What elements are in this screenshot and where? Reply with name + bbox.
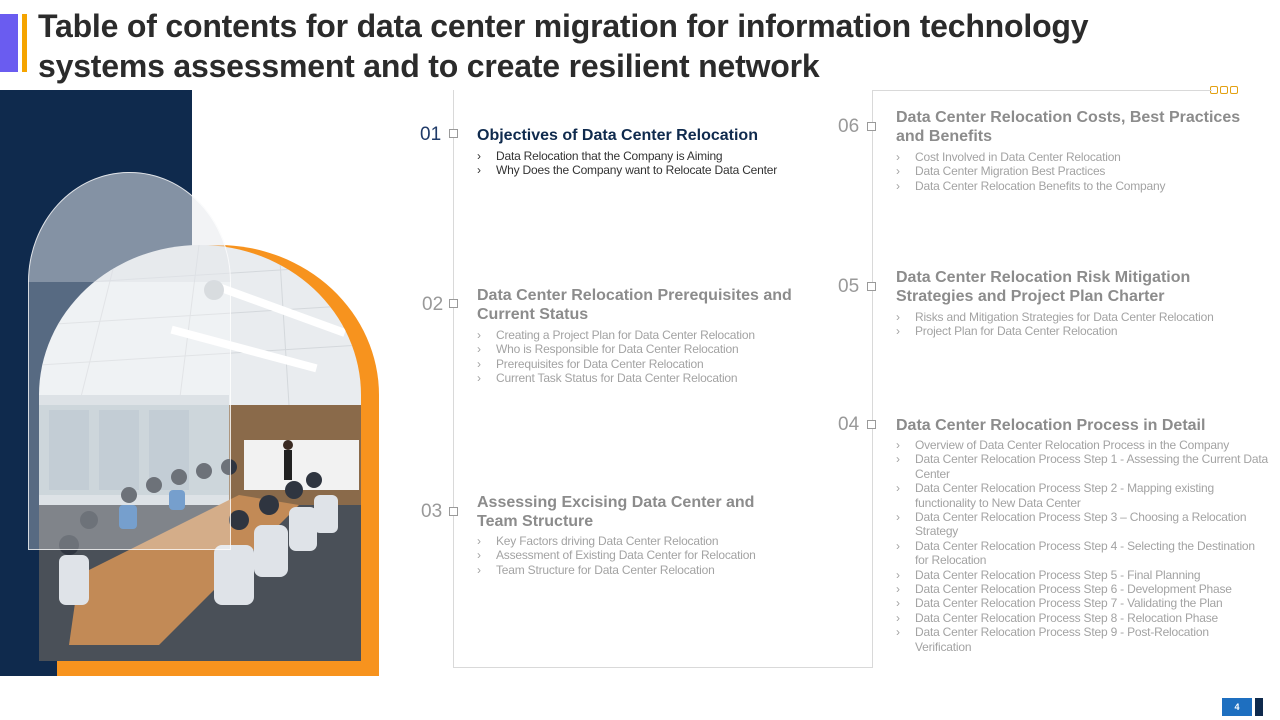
- frame-line-middle: [872, 90, 873, 668]
- section-items: [477, 328, 827, 386]
- frame-line-top-right: [872, 90, 1212, 91]
- list-item: › Data Center Relocation Process Step 3 – Choosing a Relocation Strategy: [896, 510, 1268, 539]
- list-item: › Team Structure for Data Center Relocation: [477, 563, 827, 577]
- section-items: [477, 149, 827, 178]
- square-marker-icon: [449, 507, 458, 516]
- section-title: Data Center Relocation Costs, Best Practices and Benefits: [896, 109, 1241, 145]
- list-item: › Assessment of Existing Data Center for Relocation: [477, 548, 827, 562]
- section-items: [896, 438, 1268, 654]
- square-marker-icon: [867, 122, 876, 131]
- section-number: 05: [838, 276, 860, 297]
- list-item: › Data Center Migration Best Practices: [896, 164, 1266, 178]
- section-number: 03: [421, 501, 443, 522]
- section-number: 06: [838, 116, 860, 137]
- square-marker-icon: [867, 420, 876, 429]
- section-number: 04: [838, 414, 860, 435]
- list-item: › Cost Involved in Data Center Relocation: [896, 150, 1266, 164]
- list-item: › Data Center Relocation Benefits to the Company: [896, 179, 1266, 193]
- section-items: [896, 310, 1266, 339]
- list-item: › Risks and Mitigation Strategies for Data Center Relocation: [896, 310, 1266, 324]
- list-item: › Data Relocation that the Company is Aiming: [477, 149, 827, 163]
- glass-arch-card: [28, 172, 231, 550]
- section-items: [896, 150, 1266, 193]
- dot-icon: [1220, 86, 1228, 94]
- decorative-dots: [1210, 86, 1238, 94]
- section-items: [477, 534, 827, 577]
- section-title: Assessing Excising Data Center and Team Structure: [477, 494, 755, 530]
- list-item: › Overview of Data Center Relocation Process in the Company: [896, 438, 1268, 452]
- square-marker-icon: [449, 129, 458, 138]
- page-number-bar: [1255, 698, 1263, 716]
- list-item: › Current Task Status for Data Center Relocation: [477, 371, 827, 385]
- frame-line-bottom: [453, 667, 873, 668]
- list-item: › Data Center Relocation Process Step 2 - Mapping existing functionality to New Data Center: [896, 481, 1268, 510]
- page-number-badge: 4: [1222, 698, 1252, 716]
- section-number: 02: [422, 294, 444, 315]
- section-title: Data Center Relocation Prerequisites and Current Status: [477, 287, 792, 323]
- list-item: › Creating a Project Plan for Data Center Relocation: [477, 328, 827, 342]
- list-item: › Data Center Relocation Process Step 1 - Assessing the Current Data Center: [896, 452, 1268, 481]
- list-item: › Data Center Relocation Process Step 6 - Development Phase: [896, 582, 1268, 596]
- section-number: 01: [420, 124, 442, 145]
- square-marker-icon: [449, 299, 458, 308]
- list-item: › Data Center Relocation Process Step 4 - Selecting the Destination for Relocation: [896, 539, 1268, 568]
- section-title: Data Center Relocation Risk Mitigation Strategies and Project Plan Charter: [896, 269, 1191, 305]
- list-item: › Project Plan for Data Center Relocation: [896, 324, 1266, 338]
- list-item: › Why Does the Company want to Relocate Data Center: [477, 163, 827, 177]
- section-title: Objectives of Data Center Relocation: [477, 127, 758, 144]
- frame-line-left: [453, 90, 454, 668]
- square-marker-icon: [867, 282, 876, 291]
- title-accent-bar-purple: [0, 14, 18, 72]
- dot-icon: [1230, 86, 1238, 94]
- page-title: Table of contents for data center migration for information technology systems assessment and to create resilient network: [38, 8, 1089, 84]
- list-item: › Prerequisites for Data Center Relocation: [477, 357, 827, 371]
- list-item: › Key Factors driving Data Center Relocation: [477, 534, 827, 548]
- list-item: › Data Center Relocation Process Step 5 - Final Planning: [896, 568, 1268, 582]
- section-title: Data Center Relocation Process in Detail: [896, 417, 1206, 434]
- title-accent-bar-yellow: [22, 14, 27, 72]
- list-item: › Data Center Relocation Process Step 8 - Relocation Phase: [896, 611, 1268, 625]
- list-item: › Data Center Relocation Process Step 9 - Post-Relocation Verification: [896, 625, 1268, 654]
- list-item: › Who is Responsible for Data Center Relocation: [477, 342, 827, 356]
- list-item: › Data Center Relocation Process Step 7 - Validating the Plan: [896, 596, 1268, 610]
